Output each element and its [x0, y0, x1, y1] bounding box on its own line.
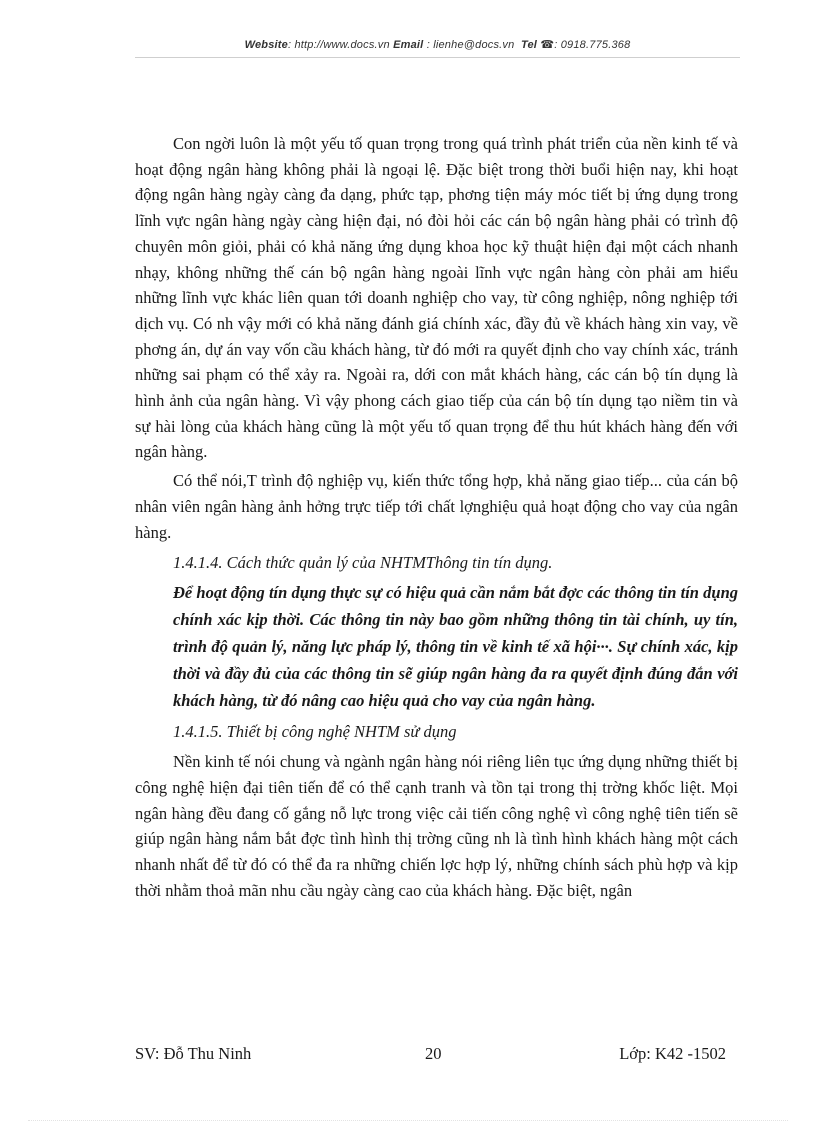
phone-icon: ☎ — [540, 39, 555, 51]
tel-label: Tel — [520, 39, 538, 51]
footer-page-number: 20 — [425, 1044, 442, 1063]
section-heading-technology: 1.4.1.5. Thiết bị công nghệ NHTM sử dụng — [173, 722, 457, 742]
paragraph-technology: Nền kinh tế nói chung và ngành ngân hàng nói riêng liên tục ứng dụng những thiết bị công nghệ hiện đại tiên tiến để có thể cạnh tranh và tồn tại trong thị trờng khốc liệt. Mọi ngân hàng đều đang cố gắng nỗ lực trong việc cải tiến công nghệ vì công nghệ tiên tiến sẽ giúp ngân hàng nắm bắt đợc tình hình thị trờng cũng nh là tình hình khách hàng một cách nhanh nhất để từ đó có thể đa ra những chiến lợc hợp lý, những chính sách phù hợp và kịp thời nhằm thoả mãn nhu cầu ngày càng cao của khách hàng. Đặc biệt, ngân — [135, 752, 738, 900]
paragraph-credit-info: Để hoạt động tín dụng thực sự có hiệu quả cần nắm bắt đợc các thông tin tín dụng chính xác kịp thời. Các thông tin này bao gồm những thông tin tài chính, uy tín, trình độ quản lý, năng lực pháp lý, thông tin về kinh tế xã hội···. Sự chính xác, kịp thời và đầy đủ của các thông tin sẽ giúp ngân hàng đa ra quyết định đúng đắn với khách hàng, từ đó nâng cao hiệu quả cho vay của ngân hàng. — [173, 583, 738, 711]
page-footer — [135, 1044, 738, 1066]
paragraph-staff-quality: Có thể nói,T trình độ nghiệp vụ, kiến thức tổng hợp, khả năng giao tiếp... của cán bộ nhân viên ngân hàng ảnh hởng trực tiếp tới chất lợnghiệu quả hoạt động cho vay của ngân hàng. — [135, 471, 738, 542]
website-label: Website — [244, 39, 288, 51]
footer-student: SV: Đỗ Thu Ninh — [135, 1044, 252, 1063]
document-body — [135, 131, 738, 903]
email-label: Email — [393, 39, 424, 51]
bottom-divider — [28, 1120, 788, 1121]
tel-value: : 0918.775.368 — [554, 39, 631, 51]
footer-class: Lớp: K42 -1502 — [619, 1044, 726, 1063]
website-value: : http://www.docs.vn — [287, 39, 390, 51]
paragraph-human-factor: Con ngời luôn là một yếu tố quan trọng trong quá trình phát triển của nền kinh tế và hoạt động ngân hàng không phải là ngoại lệ. Đặc biệt trong thời buổi hiện nay, khi hoạt động ngân hàng ngày càng đa dạng, phức tạp, phơng tiện máy móc tiết bị ứng dụng trong lĩnh vực ngân hàng ngày càng hiện đại, nó đòi hỏi các cán bộ ngân hàng phải có trình độ chuyên môn giỏi, phải có khả năng ứng dụng khoa học kỹ thuật hiện đại một cách nhanh nhạy, không những thế cán bộ ngân hàng ngoài lĩnh vực ngân hàng còn phải am hiểu những lĩnh vực khác liên quan tới doanh nghiệp cho vay, từ công nghiệp, nông nghiệp tới dịch vụ. Có nh vậy mới có khả năng đánh giá chính xác, đầy đủ về khách hàng xin vay, về phơng án, dự án vay vốn cầu khách hàng, từ đó mới ra quyết định cho vay chính xác, tránh những sai phạm có thể xảy ra. Ngoài ra, dới con mắt khách hàng, các cán bộ tín dụng là hình ảnh của ngân hàng. Vì vậy phong cách giao tiếp của cán bộ tín dụng tạo niềm tin và sự hài lòng của khách hàng cũng là một yếu tố quan trọng để thu hút khách hàng đến với ngân hàng. — [135, 134, 738, 462]
header-divider — [135, 57, 740, 58]
email-value: : lienhe@docs.vn — [426, 39, 515, 51]
section-heading-credit-info: 1.4.1.4. Cách thức quản lý của NHTMThông tin tín dụng. — [173, 553, 553, 573]
page-header — [135, 38, 740, 51]
